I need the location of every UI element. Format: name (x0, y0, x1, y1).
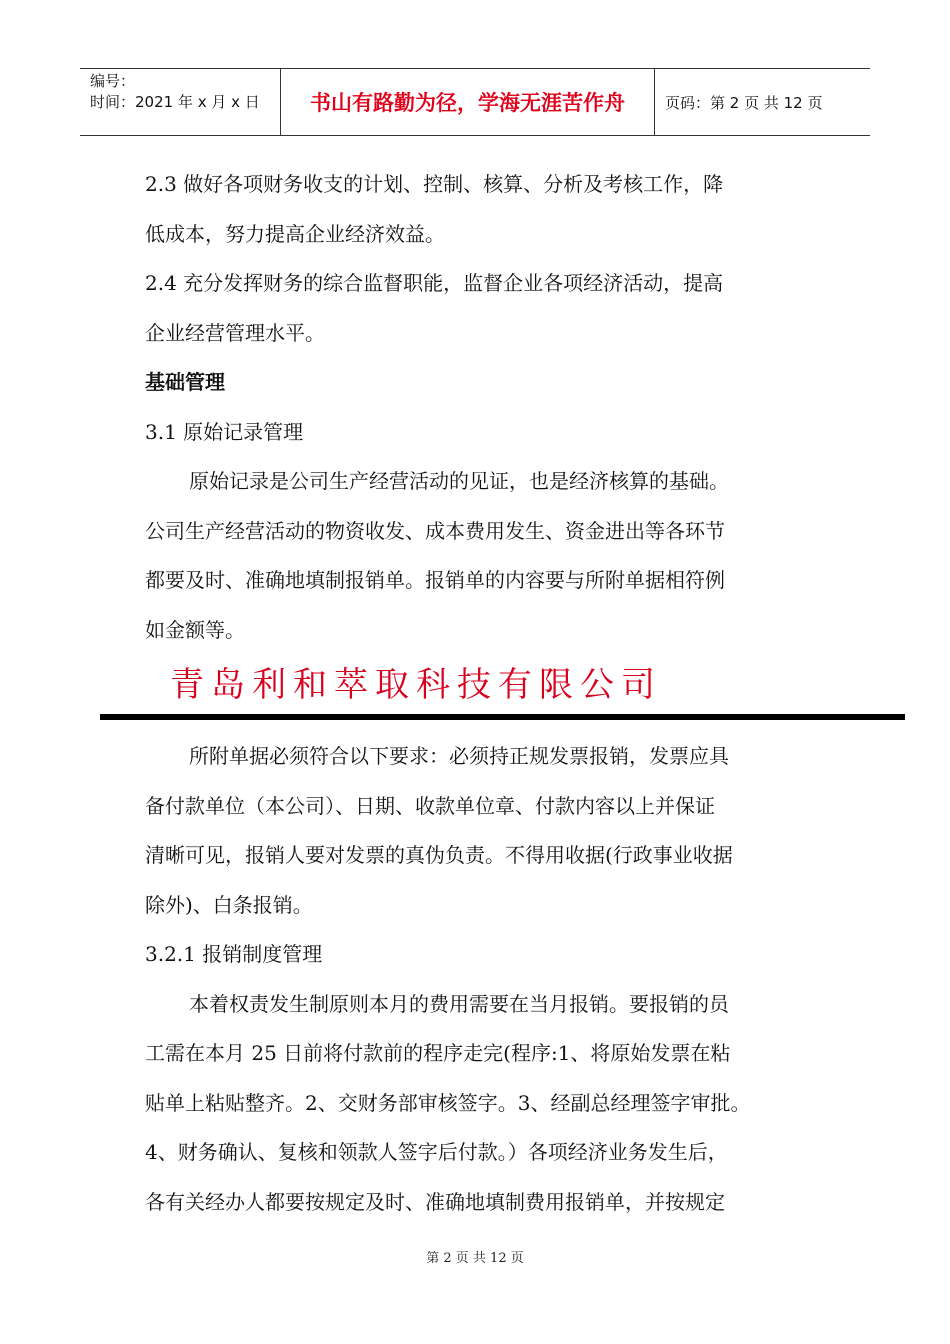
text-line: 如金额等。 (145, 617, 245, 642)
section-bottom (145, 732, 815, 1227)
subsection-heading: 3.1 原始记录管理 (145, 419, 304, 444)
divider (100, 714, 905, 720)
company-name: 青岛利和萃取科技有限公司 (170, 665, 662, 705)
text-line: 各有关经办人都要按规定及时、准确地填制费用报销单，并按规定 (145, 1189, 725, 1214)
time-label: 时间：2021 年 x 月 x 日 (90, 93, 260, 111)
text-line: 清晰可见，报销人要对发票的真伪负责。不得用收据(行政事业收据 (145, 843, 733, 867)
section-heading: 基础管理 (145, 370, 225, 394)
text-line: 低成本，努力提高企业经济效益。 (145, 221, 445, 246)
subsection-heading: 3.2.1 报销制度管理 (145, 942, 323, 966)
text-line: 2.3 做好各项财务收支的计划、控制、核算、分析及考核工作，降 (145, 172, 724, 196)
text-line: 企业经营管理水平。 (145, 320, 325, 345)
text-line: 原始记录是公司生产经营活动的见证，也是经济核算的基础。 (189, 469, 729, 493)
text-line: 除外)、白条报销。 (145, 892, 313, 917)
section-top (145, 160, 815, 655)
text-line: 所附单据必须符合以下要求：必须持正规发票报销，发票应具 (189, 744, 729, 768)
text-line: 2.4 充分发挥财务的综合监督职能，监督企业各项经济活动，提高 (145, 271, 724, 295)
header-page-code: 页码：第 2 页 共 12 页 (665, 93, 823, 112)
text-line: 4、财务确认、复核和领款人签字后付款。）各项经济业务发生后， (145, 1140, 728, 1164)
text-line: 都要及时、准确地填制报销单。报销单的内容要与所附单据相符例 (145, 568, 725, 592)
text-line: 公司生产经营活动的物资收发、成本费用发生、资金进出等各环节 (145, 518, 725, 543)
page-header (80, 68, 870, 136)
text-line: 贴单上粘贴整齐。2、交财务部审核签字。3、经副总经理签字审批。 (145, 1090, 751, 1115)
header-motto: 书山有路勤为径，学海无涯苦作舟 (281, 69, 655, 135)
page-footer: 第 2 页 共 12 页 (426, 1251, 524, 1266)
header-meta (80, 69, 281, 135)
text-line: 本着权责发生制原则本月的费用需要在当月报销。要报销的员 (189, 991, 729, 1016)
text-line: 工需在本月 25 日前将付款前的程序走完(程序:1、将原始发票在粘 (145, 1041, 731, 1065)
text-line: 备付款单位（本公司）、日期、收款单位章、付款内容以上并保证 (145, 793, 715, 818)
number-label: 编号： (90, 72, 136, 90)
